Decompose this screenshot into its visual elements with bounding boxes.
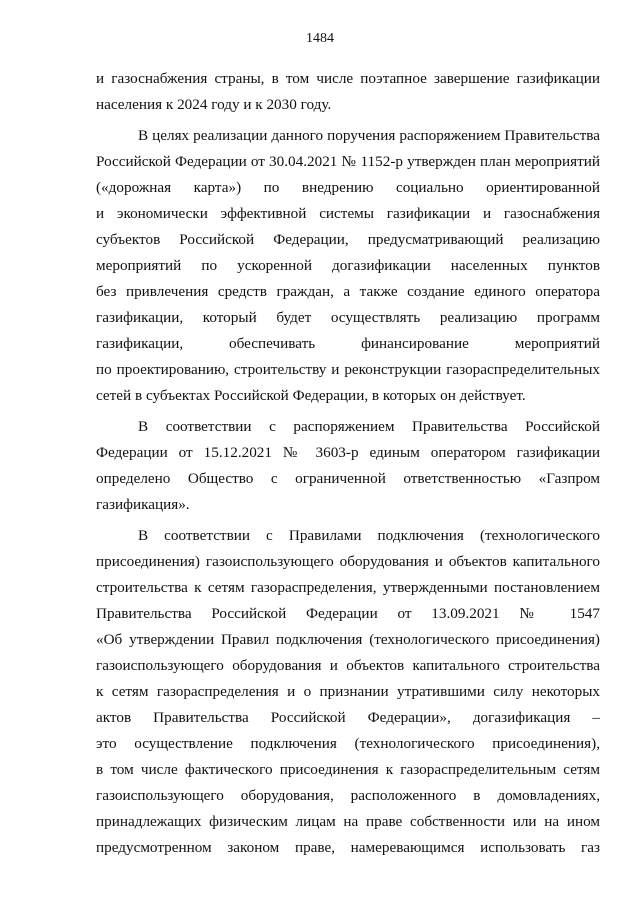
text-line: газификации, обеспечивать финансирование мероприятий (96, 335, 600, 352)
text-line: и газоснабжения страны, в том числе поэтапное завершение газификации (96, 70, 600, 87)
text-line: в том числе фактического присоединения к газораспределительным сетям (96, 761, 600, 778)
text-line: строительства к сетям газораспределения, утвержденными постановлением (96, 579, 600, 596)
text-line: газификация». (96, 496, 190, 513)
text-line: Российской Федерации от 30.04.2021 № 1152-р утвержден план мероприятий (96, 153, 600, 170)
page-number: 1484 (306, 31, 334, 46)
text-line: это осуществление подключения (технологического присоединения), (96, 735, 600, 752)
text-line: В соответствии с распоряжением Правительства Российской (138, 418, 600, 435)
text-line: Правительства Российской Федерации от 13.09.2021 № 1547 (96, 605, 600, 622)
text-line: сетей в субъектах Российской Федерации, в которых он действует. (96, 387, 526, 404)
paragraph-2 (96, 123, 600, 409)
text-line: («дорожная карта») по внедрению социально ориентированной (96, 179, 600, 196)
text-line: присоединения) газоиспользующего оборудования и объектов капитального (96, 553, 600, 570)
paragraph-4 (96, 523, 600, 861)
text-line: субъектов Российской Федерации, предусматривающий реализацию (96, 231, 600, 248)
text-line: мероприятий по ускоренной догазификации населенных пунктов (96, 257, 600, 274)
text-line: В соответствии с Правилами подключения (технологического (138, 527, 600, 544)
text-line: определено Общество с ограниченной ответственностью «Газпром (96, 470, 600, 487)
text-line: и экономически эффективной системы газификации и газоснабжения (96, 205, 600, 222)
text-line: газоиспользующего оборудования, расположенного в домовладениях, (96, 787, 600, 804)
text-line: принадлежащих физическим лицам на праве собственности или на ином (96, 813, 600, 830)
text-line: Федерации от 15.12.2021 № 3603-р единым оператором газификации (96, 444, 600, 461)
paragraph-1 (96, 66, 600, 118)
text-line: газификации, который будет осуществлять реализацию программ (96, 309, 600, 326)
text-line: без привлечения средств граждан, а также создание единого оператора (96, 283, 600, 300)
text-line: газоиспользующего оборудования и объектов капитального строительства (96, 657, 600, 674)
text-line: «Об утверждении Правил подключения (технологического присоединения) (96, 631, 600, 648)
paragraph-3 (96, 414, 600, 518)
text-line: населения к 2024 году и к 2030 году. (96, 96, 332, 113)
text-line: предусмотренном законом праве, намеревающимся использовать газ (96, 839, 600, 856)
text-line: актов Правительства Российской Федерации», догазификация – (96, 709, 600, 726)
document-body (96, 66, 600, 861)
text-line: к сетям газораспределения и о признании утратившими силу некоторых (96, 683, 600, 700)
text-line: по проектированию, строительству и реконструкции газораспределительных (96, 361, 600, 378)
text-line: В целях реализации данного поручения распоряжением Правительства (138, 127, 600, 144)
